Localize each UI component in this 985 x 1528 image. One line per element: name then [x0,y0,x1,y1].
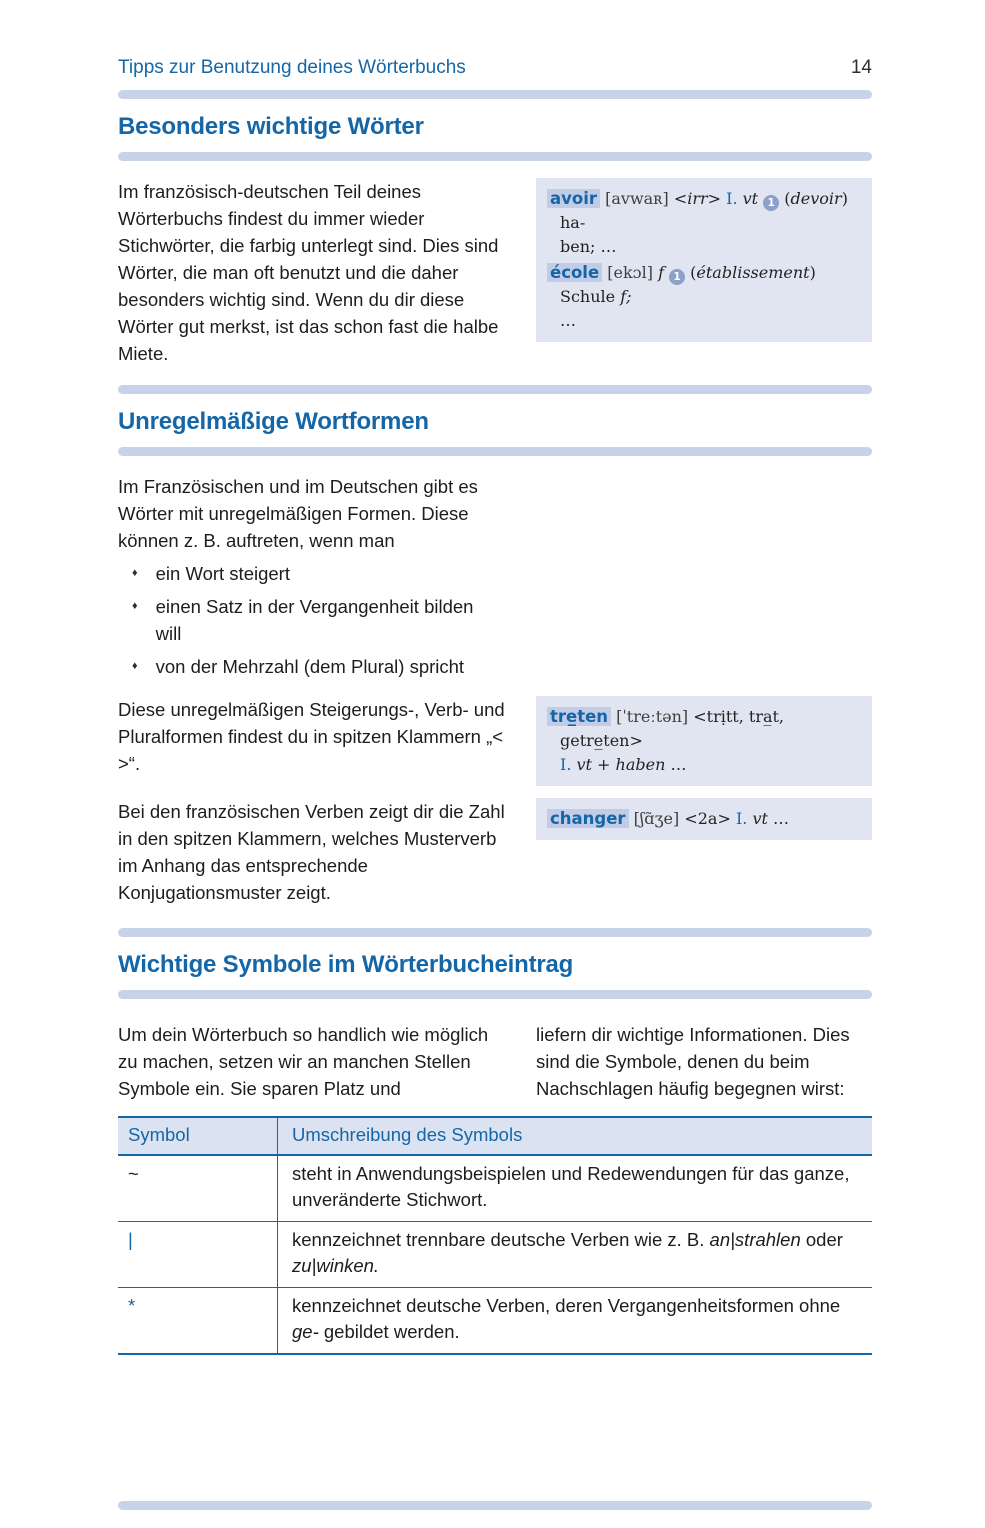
diamond-bullet-icon: ♦ [132,660,138,672]
divider-bar [118,385,872,394]
table-row [118,1156,872,1222]
symbols-intro-columns [118,1021,872,1102]
conjugation-paragraph: Bei den französischen Verben zeigt dir die Zahl in den spitzen Klammern, welches Musterverb im Anhang das entsprechende Konjugationsmuster zeigt. [118,801,505,903]
description-cell: steht in Anwendungsbeispielen und Redewendungen für das ganze, unveränderte Stichwort. [292,1163,850,1210]
symbol-cell: | [118,1222,278,1287]
section-heading-important-words: Besonders wichtige Wörter [118,113,424,140]
irregular-forms-bullet-list [118,560,872,680]
symbol-cell: * [118,1288,278,1353]
symbols-table [118,1116,872,1355]
divider-bar [118,990,872,999]
description-cell: kennzeichnet trennbare deutsche Verben wie z. B. an|strahlen oder zu|winken. [292,1229,843,1276]
dictionary-entry-changer: changer [ʃɑ̃ʒe] <2a> I. vt … [547,807,861,831]
symbols-table-header-row [118,1118,872,1156]
symbols-intro-right: liefern dir wichtige Informationen. Dies sind die Symbole, denen du beim Nachschlagen häufig begegnen wirst: [536,1024,850,1099]
running-header [118,56,872,80]
divider-bar [118,447,872,456]
dictionary-example-box-treten [536,696,872,786]
list-item [118,653,872,680]
page-bottom-divider-bar [118,1501,872,1510]
conjugation-explanation-row [118,798,872,906]
list-item [118,593,872,647]
divider-bar [118,928,872,937]
dictionary-entry-avoir: avoir [avwaʀ] <irr> I. vt 1 (devoir) ha- ben; … [547,187,861,259]
list-item [118,560,872,587]
brackets-explanation-row [118,696,872,786]
dictionary-example-box-changer [536,798,872,840]
description-cell: kennzeichnet deutsche Verben, deren Vergangenheitsformen ohne ge- gebildet werden. [292,1295,841,1342]
dictionary-entry-treten: tre̲ten [ˈtreːtən] <trịtt, tra̲t, getre̲ten> I. vt + haben … [547,705,861,777]
running-header-title: Tipps zur Benutzung deines Wörterbuchs [118,57,466,78]
column-header-description: Umschreibung des Symbols [292,1124,523,1145]
diamond-bullet-icon: ♦ [132,567,138,579]
page-number: 14 [850,57,872,78]
table-row [118,1222,872,1288]
irregular-forms-intro: Im Französischen und im Deutschen gibt es Wörter mit unregelmäßigen Formen. Diese können z. B. auftreten, wenn man [118,476,478,551]
section-heading-symbols: Wichtige Symbole im Wörterbucheintrag [118,951,574,978]
symbols-intro-left: Um dein Wörterbuch so handlich wie möglich zu machen, setzen wir an manchen Stellen Symbole ein. Sie sparen Platz und [118,1024,489,1099]
bullet-text: von der Mehrzahl (dem Plural) spricht [155,656,465,677]
divider-bar [118,152,872,161]
bullet-text: einen Satz in der Vergangenheit bilden will [155,596,474,644]
brackets-paragraph: Diese unregelmäßigen Steigerungs-, Verb- und Pluralformen findest du in spitzen Klammern „< >“. [118,699,505,774]
symbol-cell: ~ [118,1156,278,1221]
section-heading-irregular-forms: Unregelmäßige Wortformen [118,408,429,435]
column-header-symbol: Symbol [118,1118,278,1154]
divider-bar [118,90,872,99]
diamond-bullet-icon: ♦ [132,600,138,612]
table-row [118,1288,872,1353]
section-important-words-content [118,178,872,367]
bullet-text: ein Wort steigert [155,563,290,584]
important-words-paragraph: Im französisch-deutschen Teil deines Wörterbuchs findest du immer wieder Stichwörter, die farbig unterlegt sind. Dies sind Wörter, die man oft benutzt und die daher besonders wichtig sind. Wenn du dir diese Wörter gut merkst, ist das schon fast die halbe Miete. [118,181,499,364]
dictionary-example-box-avoir-ecole [536,178,872,342]
dictionary-entry-ecole: école [ekɔl] f 1 (établissement) Schule f; … [547,261,861,333]
